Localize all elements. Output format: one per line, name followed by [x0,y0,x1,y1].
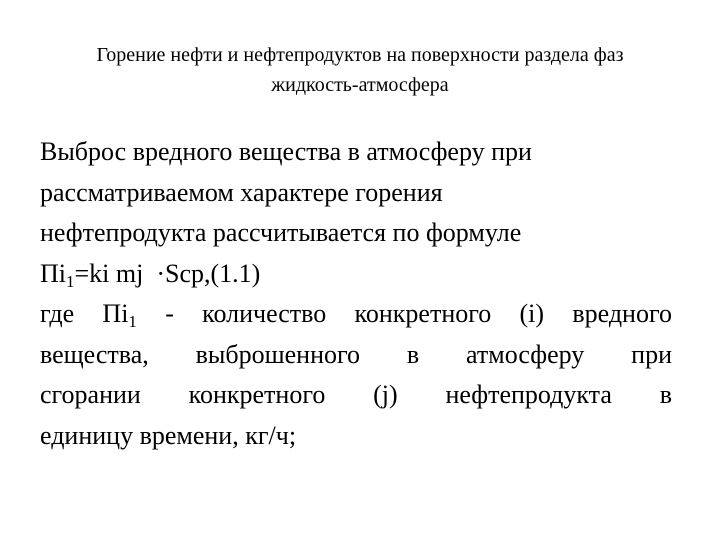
formula [40,254,672,295]
paragraph-formula-intro [40,132,672,294]
title-line-1: Горение нефти и нефтепродуктов на поверхности раздела фаз [96,44,624,66]
para2-line-1 [40,294,672,335]
definition-symbol: где Пi [40,299,129,328]
para1-line-3: нефтепродукта рассчитывается по формуле [40,218,522,247]
title-line-2: жидкость-атмосфера [271,74,449,96]
slide-body [40,132,672,456]
formula-expression: =ki mj ·Scp,(1.1) [74,258,261,288]
slide-title [30,40,690,100]
para1-line-2: рассматриваемом характере горения [40,177,443,207]
paragraph-definition [40,294,672,456]
definition-subscript: 1 [128,312,137,331]
para1-line-1: Выброс вредного вещества в атмосферу при [40,137,532,166]
para2-line-3: сгорании конкретного (j) нефтепродукта в [40,380,672,409]
formula-symbol: Пi [40,258,66,288]
definition-text: - количество конкретного (i) вредного [136,299,672,328]
para2-line-2: вещества, выброшенного в атмосферу при [40,339,672,369]
para2-line-4: единицу времени, кг/ч; [40,420,297,450]
formula-subscript: 1 [66,271,75,291]
